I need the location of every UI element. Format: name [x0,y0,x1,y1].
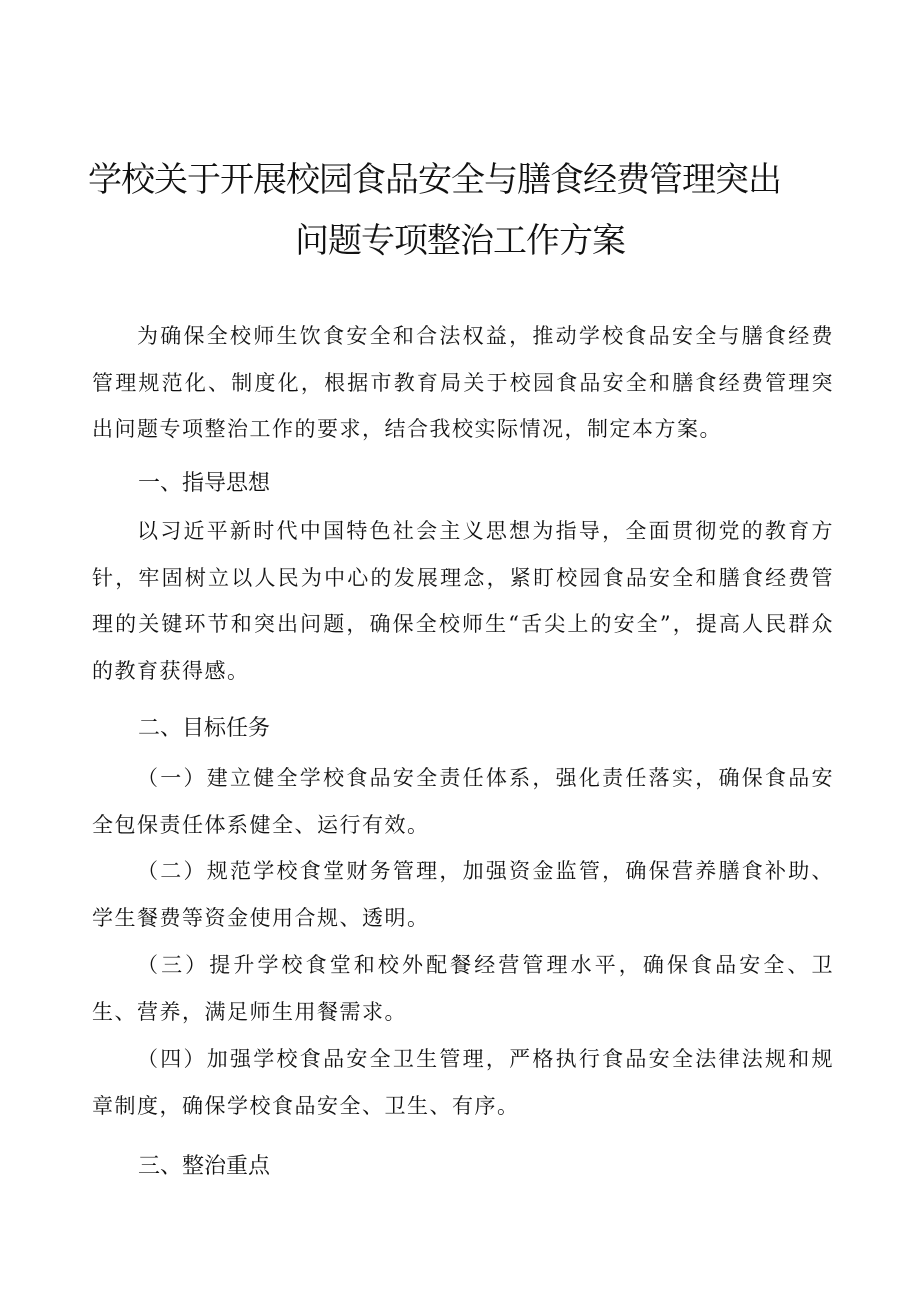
section-heading-goals: 二、目标任务 [138,716,271,741]
section-heading-guiding-thought: 一、指导思想 [138,471,271,496]
document-title-line-1: 学校关于开展校园食品安全与膳食经费管理突出 [88,160,781,200]
task-item-1: （一）建立健全学校食品安全责任体系，强化责任落实，确保食品安全包保责任体系健全、运行有效。 [92,766,834,837]
document-title-line-2: 问题专项整治工作方案 [295,221,625,261]
task-item-3: （三）提升学校食堂和校外配餐经营管理水平，确保食品安全、卫生、营养，满足师生用餐需求。 [92,953,834,1024]
guiding-thought-paragraph: 以习近平新时代中国特色社会主义思想为指导，全面贯彻党的教育方针，牢固树立以人民为中心的发展理念，紧盯校园食品安全和膳食经费管理的关键环节和突出问题，确保全校师生“舌尖上的安全”，提高人民群众的教育获得感。 [92,519,834,683]
task-item-2: （二）规范学校食堂财务管理，加强资金监管，确保营养膳食补助、学生餐费等资金使用合规、透明。 [92,859,834,930]
task-item-4: （四）加强学校食品安全卫生管理，严格执行食品安全法律法规和规章制度，确保学校食品安全、卫生、有序。 [92,1047,834,1118]
intro-paragraph: 为确保全校师生饮食安全和合法权益，推动学校食品安全与膳食经费管理规范化、制度化，根据市教育局关于校园食品安全和膳食经费管理突出问题专项整治工作的要求，结合我校实际情况，制定本方案。 [92,324,834,441]
section-heading-key-points: 三、整治重点 [138,1154,271,1179]
